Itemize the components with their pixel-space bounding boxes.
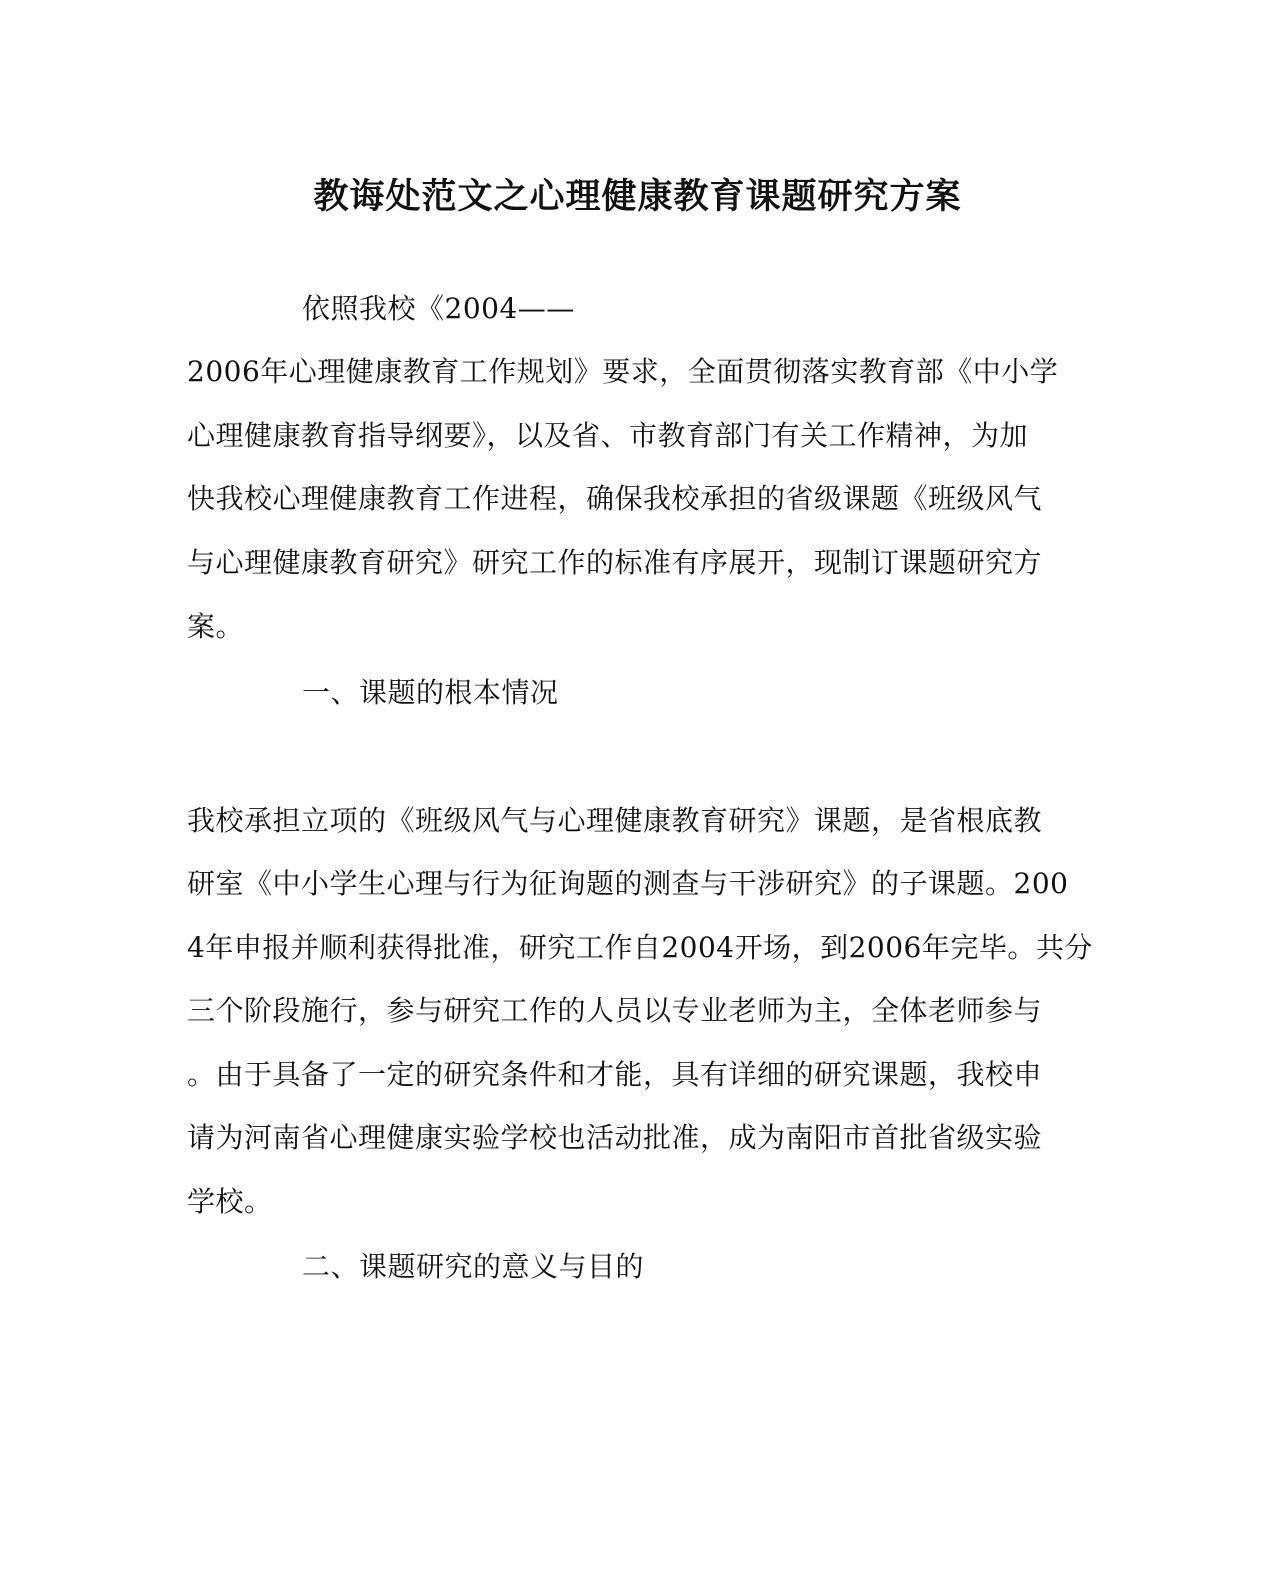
paragraph-line: 与心理健康教育研究》研究工作的标准有序展开，现制订课题研究方 — [187, 546, 1043, 579]
paragraph-line: 2006年心理健康教育工作规划》要求，全面贯彻落实教育部《中小学 — [187, 355, 1059, 388]
section-heading: 二、课题研究的意义与目的 — [302, 1250, 645, 1283]
paragraph-line: 我校承担立项的《班级风气与心理健康教育研究》课题，是省根底教 — [187, 804, 1043, 837]
paragraph-line: 三个阶段施行，参与研究工作的人员以专业老师为主，全体老师参与 — [187, 994, 1043, 1027]
paragraph-line: 请为河南省心理健康实验学校也活动批准，成为南阳市首批省级实验 — [187, 1121, 1043, 1154]
paragraph-line: 。由于具备了一定的研究条件和才能，具有详细的研究课题，我校申 — [187, 1058, 1043, 1091]
section-heading: 一、课题的根本情况 — [302, 676, 559, 709]
paragraph-line: 心理健康教育指导纲要》，以及省、市教育部门有关工作精神，为加 — [187, 419, 1029, 452]
document-title: 教诲处范文之心理健康教育课题研究方案 — [313, 176, 962, 217]
paragraph-line: 快我校心理健康教育工作进程，确保我校承担的省级课题《班级风气 — [187, 482, 1043, 515]
paragraph-line: 学校。 — [187, 1185, 273, 1218]
paragraph-line: 案。 — [187, 610, 245, 643]
paragraph-line: 4年申报并顺利获得批准，研究工作自2004开场，到2006年完毕。共分 — [187, 931, 1093, 964]
paragraph-line: 研室《中小学生心理与行为征询题的测查与干涉研究》的子课题。200 — [187, 867, 1069, 900]
paragraph-line: 依照我校《2004—— — [302, 292, 575, 325]
